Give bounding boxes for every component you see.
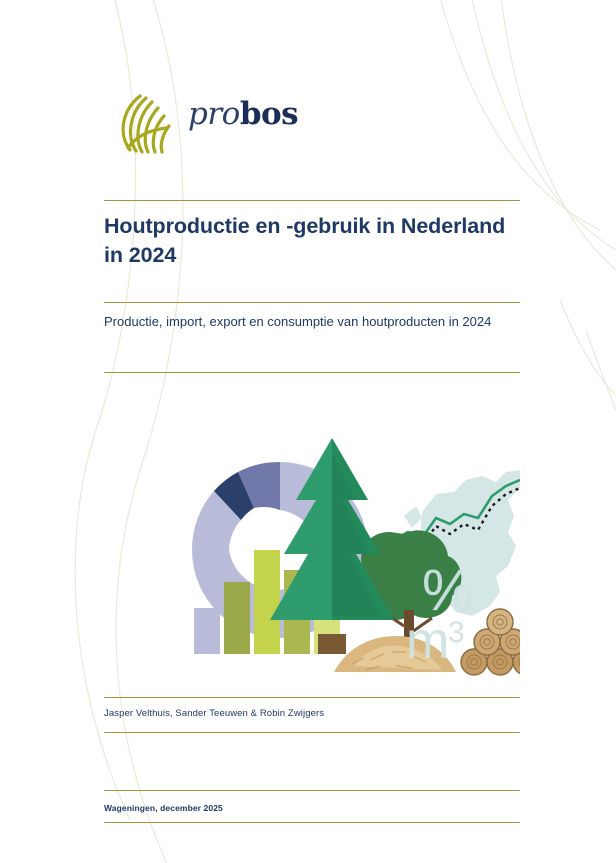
place-and-date: Wageningen, december 2025 [104, 803, 223, 813]
divider-below-place-date [104, 822, 520, 823]
divider-above-place-date [104, 790, 520, 791]
logo-word-pro: pro [188, 96, 240, 132]
cubic-meter-symbol [406, 612, 465, 670]
probos-leaf-logo-icon [110, 88, 180, 158]
cover-illustration [104, 420, 520, 680]
logo-wordmark [188, 96, 298, 132]
svg-text:3: 3 [448, 616, 465, 649]
logo-block [104, 88, 404, 168]
authors-line: Jasper Velthuis, Sander Teeuwen & Robin Zwijgers [104, 708, 325, 719]
logo-word-bos: bos [239, 96, 299, 132]
divider-above-authors [104, 697, 520, 698]
divider-below-authors [104, 732, 520, 733]
divider-below-title [104, 302, 520, 303]
svg-text:m: m [406, 612, 450, 670]
cover-content [104, 0, 520, 863]
page-subtitle: Productie, import, export en consumptie van houtproducten in 2024 [104, 314, 492, 329]
page-title: Houtproductie en -gebruik in Nederland in 2024 [104, 214, 506, 268]
divider-above-title [104, 200, 520, 201]
divider-below-subtitle [104, 372, 520, 373]
svg-text:%: % [422, 558, 474, 623]
